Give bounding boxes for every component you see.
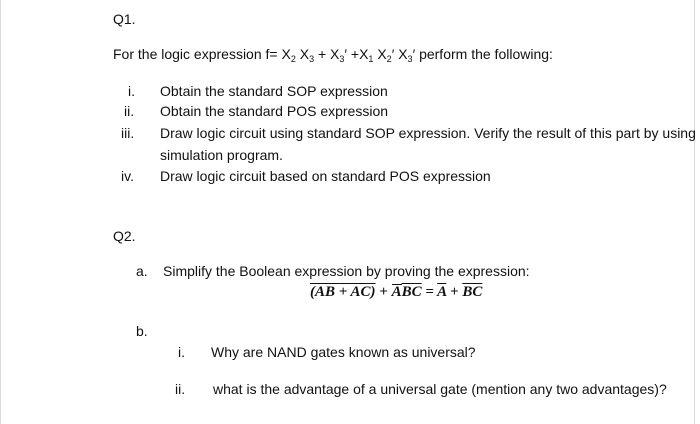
q1-item-2-text: Obtain the standard POS expression bbox=[160, 103, 389, 119]
q2-b-item-1-text: Why are NAND gates known as universal? bbox=[211, 344, 476, 360]
q2-b-label: b. bbox=[136, 323, 148, 339]
q1-intro: For the logic expression $f= X_2$ $X_3 + X_3' +X_1$ $X_2'$ $X_3'$ perform the following: bbox=[113, 46, 553, 64]
q1-item-1-text: Obtain the standard SOP expression bbox=[160, 83, 388, 99]
q1-intro-prefix: For the logic expression f= X bbox=[113, 46, 291, 62]
q2-a-label: a. bbox=[136, 263, 148, 279]
q1-item-3-num: iii. bbox=[121, 125, 135, 141]
q2-heading: Q2. bbox=[113, 228, 136, 244]
right-border bbox=[694, 0, 695, 424]
left-border bbox=[0, 0, 1, 424]
q2-b-item-1-num: i. bbox=[178, 344, 185, 360]
q1-item-4-text: Draw logic circuit based on standard POS expression bbox=[160, 168, 491, 184]
q1-heading: Q1. bbox=[113, 11, 136, 27]
q2-b-item-2-text: what is the advantage of a universal gate (mention any two advantages)? bbox=[213, 381, 667, 397]
q2-b-item-2-num: ii. bbox=[175, 381, 186, 397]
q1-item-4-num: iv. bbox=[121, 168, 134, 184]
q1-item-3-text-cont: simulation program. bbox=[160, 147, 283, 163]
q1-item-1-num: i. bbox=[128, 83, 135, 99]
q1-intro-suffix: perform the following: bbox=[415, 46, 553, 62]
q1-item-3-text: Draw logic circuit using standard SOP expression. Verify the result of this part by using bbox=[160, 125, 696, 141]
q1-item-2-num: ii. bbox=[124, 103, 135, 119]
q2-a-text: Simplify the Boolean expression by proving the expression: bbox=[163, 263, 530, 279]
boolean-identity-formula: $(AB + AC) + A\overline{BC} = \overline{A} + \overline{BC}$ bbox=[310, 284, 483, 300]
